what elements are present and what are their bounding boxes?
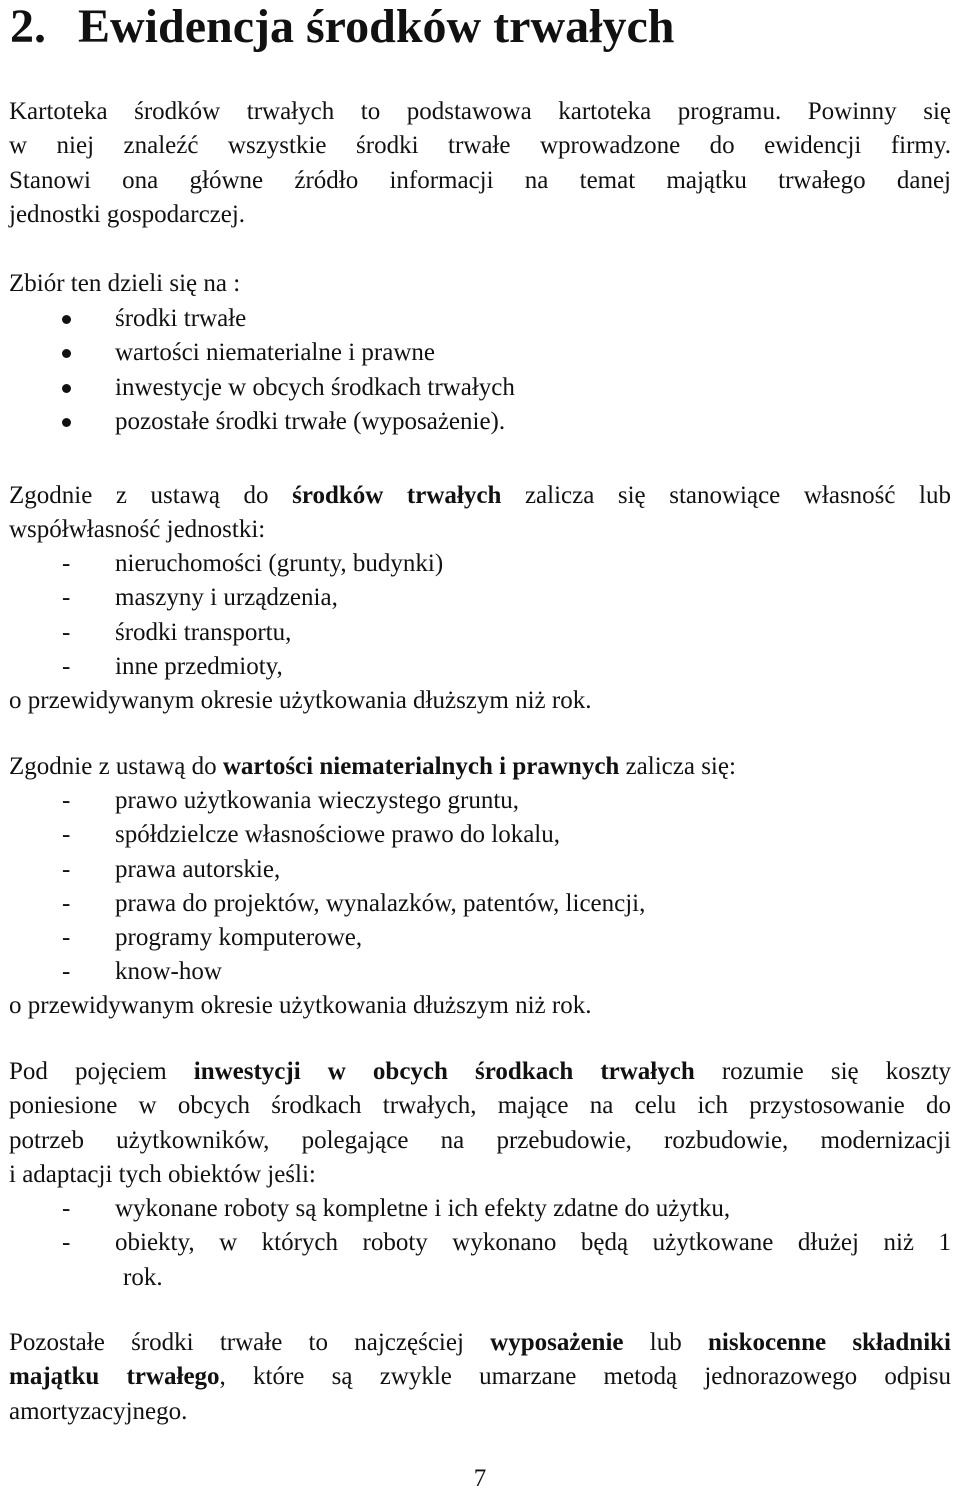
dash-marker: - [62,924,71,952]
division-lead [9,267,951,301]
intangibles-list [0,784,645,990]
intangibles-lead [9,750,951,784]
list-item [0,955,645,989]
intro-line: jednostki gospodarczej. [9,200,246,228]
other-line [9,1360,951,1394]
list-item-text: prawa autorskie, [115,855,281,883]
dash-marker: - [62,584,71,612]
bullet-icon [62,418,71,427]
list-item-text: prawo użytkowania wieczystego gruntu, [115,787,520,814]
list-item [0,650,443,684]
bullet-icon [62,315,71,324]
dash-marker: - [62,652,71,680]
dash-marker: - [62,550,71,577]
list-item [0,581,443,615]
fixed-assets-closing [9,684,951,718]
bold-term: inwestycji w obcych środkach trwałych [193,1058,695,1085]
list-item-text: obiekty, w których roboty wykonano będą użytkowane dłużej niż 1 [115,1229,951,1257]
division-lead-text: Zbiór ten dzieli się na : [9,270,241,297]
intro-paragraph [9,95,951,232]
text-run: Pod pojęciem [9,1058,167,1085]
investments-line [9,1055,951,1089]
list-item-text: prawa do projektów, wynalazków, patentów, licencji, [115,889,646,917]
dash-marker: - [62,1229,71,1257]
list-item-text: spółdzielcze własnościowe prawo do lokalu, [115,821,561,849]
closing-text: o przewidywanym okresie użytkowania dłuższym niż rok. [9,687,592,714]
list-item-text: rok. [123,1263,163,1291]
list-item [0,1226,951,1295]
list-item [0,371,515,405]
list-item-text: środki transportu, [115,618,292,646]
bold-term: niskocenne składniki [707,1329,952,1356]
fixed-assets-list [0,547,443,684]
text-run: Zgodnie z ustawą do [9,753,217,780]
intro-line: w niej znaleźć wszystkie środki trwałe wprowadzone do ewidencji firmy. [9,132,951,160]
text-run: , które są zwykle umarzane metodą jednorazowego odpisu [219,1363,951,1391]
investments-line: poniesione w obcych środkach trwałych, mające na celu ich przystosowanie do [9,1092,951,1120]
dash-marker: - [62,1195,71,1222]
list-item [0,921,645,955]
list-item-text: inwestycje w obcych środkach trwałych [115,373,515,401]
intangibles-lead-line [9,750,951,784]
investments-line: potrzeb użytkowników, polegające na przebudowie, rozbudowie, modernizacji [9,1126,951,1154]
text-run: lub [649,1329,682,1356]
list-item-text: pozostałe środki trwałe (wyposażenie). [115,407,506,435]
list-item-text: wykonane roboty są kompletne i ich efekty zdatne do użytku, [115,1195,731,1222]
list-item [0,616,443,650]
page-number: 7 [473,1465,487,1492]
bullet-icon [62,384,71,393]
list-item-text: maszyny i urządzenia, [115,584,338,612]
dash-marker: - [62,855,71,883]
other-line: amortyzacyjnego. [9,1397,188,1425]
list-item [0,336,515,370]
list-item-text: wartości niematerialne i prawne [115,339,435,367]
bold-term: wartości niematerialnych i prawnych [222,753,620,780]
intangibles-closing [9,989,951,1023]
closing-text: o przewidywanym okresie użytkowania dłuższym niż rok. [9,992,592,1019]
text-run: rozumie się koszty [721,1058,952,1085]
bold-term: środków trwałych [292,482,502,509]
list-item [0,784,645,818]
list-item-text: nieruchomości (grunty, budynki) [115,550,444,577]
text-run: zalicza się: [625,753,736,780]
list-item [0,853,645,887]
bold-term: majątku trwałego [9,1363,220,1391]
list-item [0,302,515,336]
dash-marker: - [62,889,71,917]
intro-line: Stanowi ona główne źródło informacji na temat majątku trwałego danej [9,166,951,194]
investments-list [0,1192,951,1295]
page-title [10,0,674,54]
list-item-text: programy komputerowe, [115,924,363,952]
dash-marker: - [62,958,71,986]
division-list [0,302,515,439]
list-item [0,818,645,852]
list-item-text: inne przedmioty, [115,652,283,680]
fixed-assets-lead [9,479,951,548]
other-paragraph [9,1326,951,1429]
text-run: Pozostałe środki trwałe to najczęściej [9,1329,464,1356]
list-item [0,1192,951,1226]
fixed-assets-lead-line [9,479,951,513]
dash-marker: - [62,787,71,814]
text-run: zalicza się stanowiące własność lub [524,482,952,509]
list-item [0,887,645,921]
intro-line: Kartoteka środków trwałych to podstawowa kartoteka programu. Powinny się [9,98,951,125]
other-line [9,1326,951,1360]
list-item-text: środki trwałe [115,305,247,332]
text-run: Zgodnie z ustawą do [9,482,269,509]
list-item [0,405,515,439]
bullet-icon [62,349,71,358]
fixed-assets-lead-line: współwłasność jednostki: [9,516,266,544]
dash-marker: - [62,618,71,646]
investments-line: i adaptacji tych obiektów jeśli: [9,1160,316,1188]
section-number: 2. [10,0,46,53]
section-title: Ewidencja środków trwałych [78,0,675,53]
dash-marker: - [62,821,71,849]
list-item-text: know-how [115,958,222,986]
investments-paragraph [9,1055,951,1192]
bold-term: wyposażenie [490,1329,624,1356]
list-item [0,547,443,581]
